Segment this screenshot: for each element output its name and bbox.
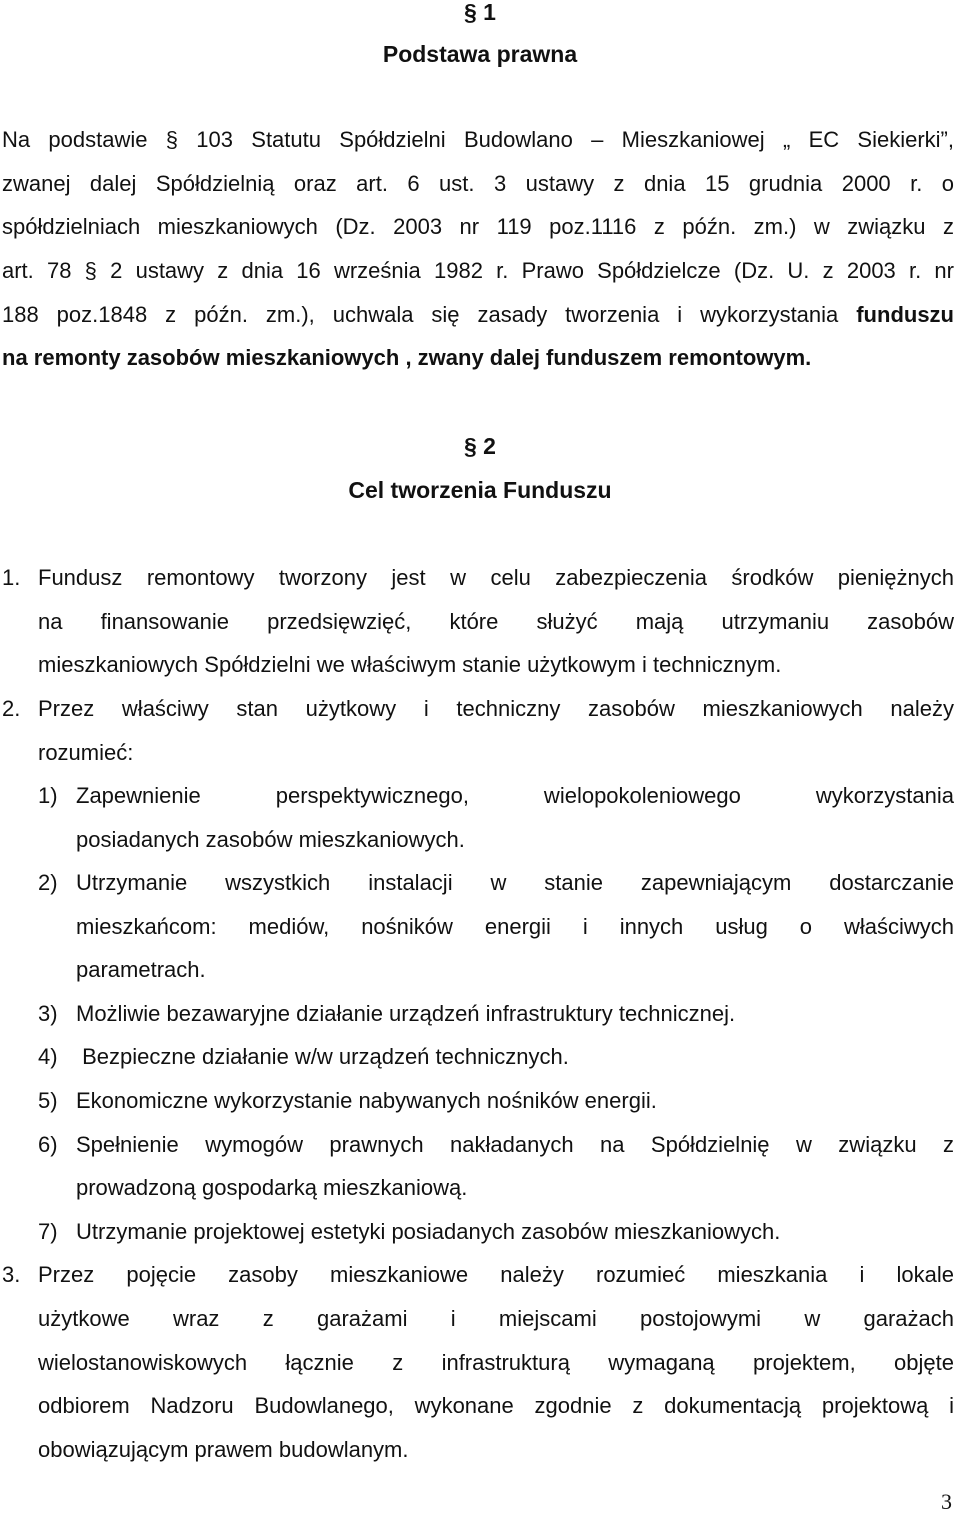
section-1-number: § 1 — [464, 0, 496, 25]
subpoint-3-number: 3) — [38, 1001, 58, 1026]
point-3-number: 3. — [2, 1262, 21, 1287]
point-3-line-3: wielostanowiskowych łącznie z infrastrukturą wymaganą projektem, objęte — [38, 1350, 954, 1375]
subpoint-3-line-1: Możliwie bezawaryjne działanie urządzeń infrastruktury technicznej. — [76, 1001, 736, 1026]
subpoint-1-number: 1) — [38, 783, 58, 808]
point-1-line-1: Fundusz remontowy tworzony jest w celu zabezpieczenia środków pieniężnych — [38, 565, 954, 590]
point-1-line-3: mieszkaniowych Spółdzielni we właściwym stanie użytkowym i technicznym. — [38, 652, 782, 677]
page-number: 3 — [941, 1489, 952, 1514]
subpoint-5-line-1: Ekonomiczne wykorzystanie nabywanych nośników energii. — [76, 1088, 657, 1113]
intro-line-5 — [2, 293, 954, 337]
subpoint-2-number: 2) — [38, 870, 58, 895]
intro-line-6-bold: na remonty zasobów mieszkaniowych , zwany dalej funduszem remontowym. — [2, 345, 812, 370]
subpoint-4-line-1: Bezpieczne działanie w/w urządzeń technicznych. — [76, 1044, 569, 1069]
section-2-title: Cel tworzenia Funduszu — [348, 477, 612, 503]
section-2-number: § 2 — [464, 433, 496, 459]
intro-line-5-text: 188 poz.1848 z późn. zm.), uchwala się zasady tworzenia i wykorzystania — [2, 302, 857, 327]
subpoint-1-line-2: posiadanych zasobów mieszkaniowych. — [76, 827, 465, 852]
intro-line-3: spółdzielniach mieszkaniowych (Dz. 2003 nr 119 poz.1116 z późn. zm.) w związku z — [2, 214, 954, 239]
subpoint-6-line-1: Spełnienie wymogów prawnych nakładanych na Spółdzielnię w związku z — [76, 1132, 954, 1157]
subpoint-2-line-2: mieszkańcom: mediów, nośników energii i innych usług o właściwych — [76, 914, 954, 939]
point-1-line-2: na finansowanie przedsięwzięć, które służyć mają utrzymaniu zasobów — [38, 609, 954, 634]
point-3-line-5: obowiązującym prawem budowlanym. — [38, 1437, 409, 1462]
section-1-title: Podstawa prawna — [382, 41, 578, 67]
intro-bold-fundusz: funduszu — [856, 302, 954, 327]
intro-line-2: zwanej dalej Spółdzielnią oraz art. 6 ust. 3 ustawy z dnia 15 grudnia 2000 r. o — [2, 171, 954, 196]
point-2-line-2: rozumieć: — [38, 740, 134, 765]
point-1-number: 1. — [2, 565, 21, 590]
intro-line-1: Na podstawie § 103 Statutu Spółdzielni Budowlano – Mieszkaniowej „ EC Siekierki”, — [2, 127, 954, 152]
subpoint-4-number: 4) — [38, 1044, 58, 1069]
point-3-line-4: odbiorem Nadzoru Budowlanego, wykonane zgodnie z dokumentacją projektową i — [38, 1393, 954, 1418]
subpoint-7-line-1: Utrzymanie projektowej estetyki posiadanych zasobów mieszkaniowych. — [76, 1219, 781, 1244]
subpoint-7-number: 7) — [38, 1219, 58, 1244]
subpoint-6-number: 6) — [38, 1132, 58, 1157]
point-2-line-1: Przez właściwy stan użytkowy i techniczny zasobów mieszkaniowych należy — [38, 696, 954, 721]
subpoint-2-line-3: parametrach. — [76, 957, 206, 982]
subpoint-2-line-1: Utrzymanie wszystkich instalacji w stanie zapewniającym dostarczanie — [76, 870, 954, 895]
subpoint-5-number: 5) — [38, 1088, 58, 1113]
point-3-line-2: użytkowe wraz z garażami i miejscami postojowymi w garażach — [38, 1306, 954, 1331]
point-3-line-1: Przez pojęcie zasoby mieszkaniowe należy rozumieć mieszkania i lokale — [38, 1262, 954, 1287]
intro-line-4: art. 78 § 2 ustawy z dnia 16 września 1982 r. Prawo Spółdzielcze (Dz. U. z 2003 r. nr — [2, 258, 954, 283]
subpoint-6-line-2: prowadzoną gospodarką mieszkaniową. — [76, 1175, 468, 1200]
subpoint-1-line-1: Zapewnienie perspektywicznego, wielopokoleniowego wykorzystania — [76, 783, 954, 808]
point-2-number: 2. — [2, 696, 21, 721]
